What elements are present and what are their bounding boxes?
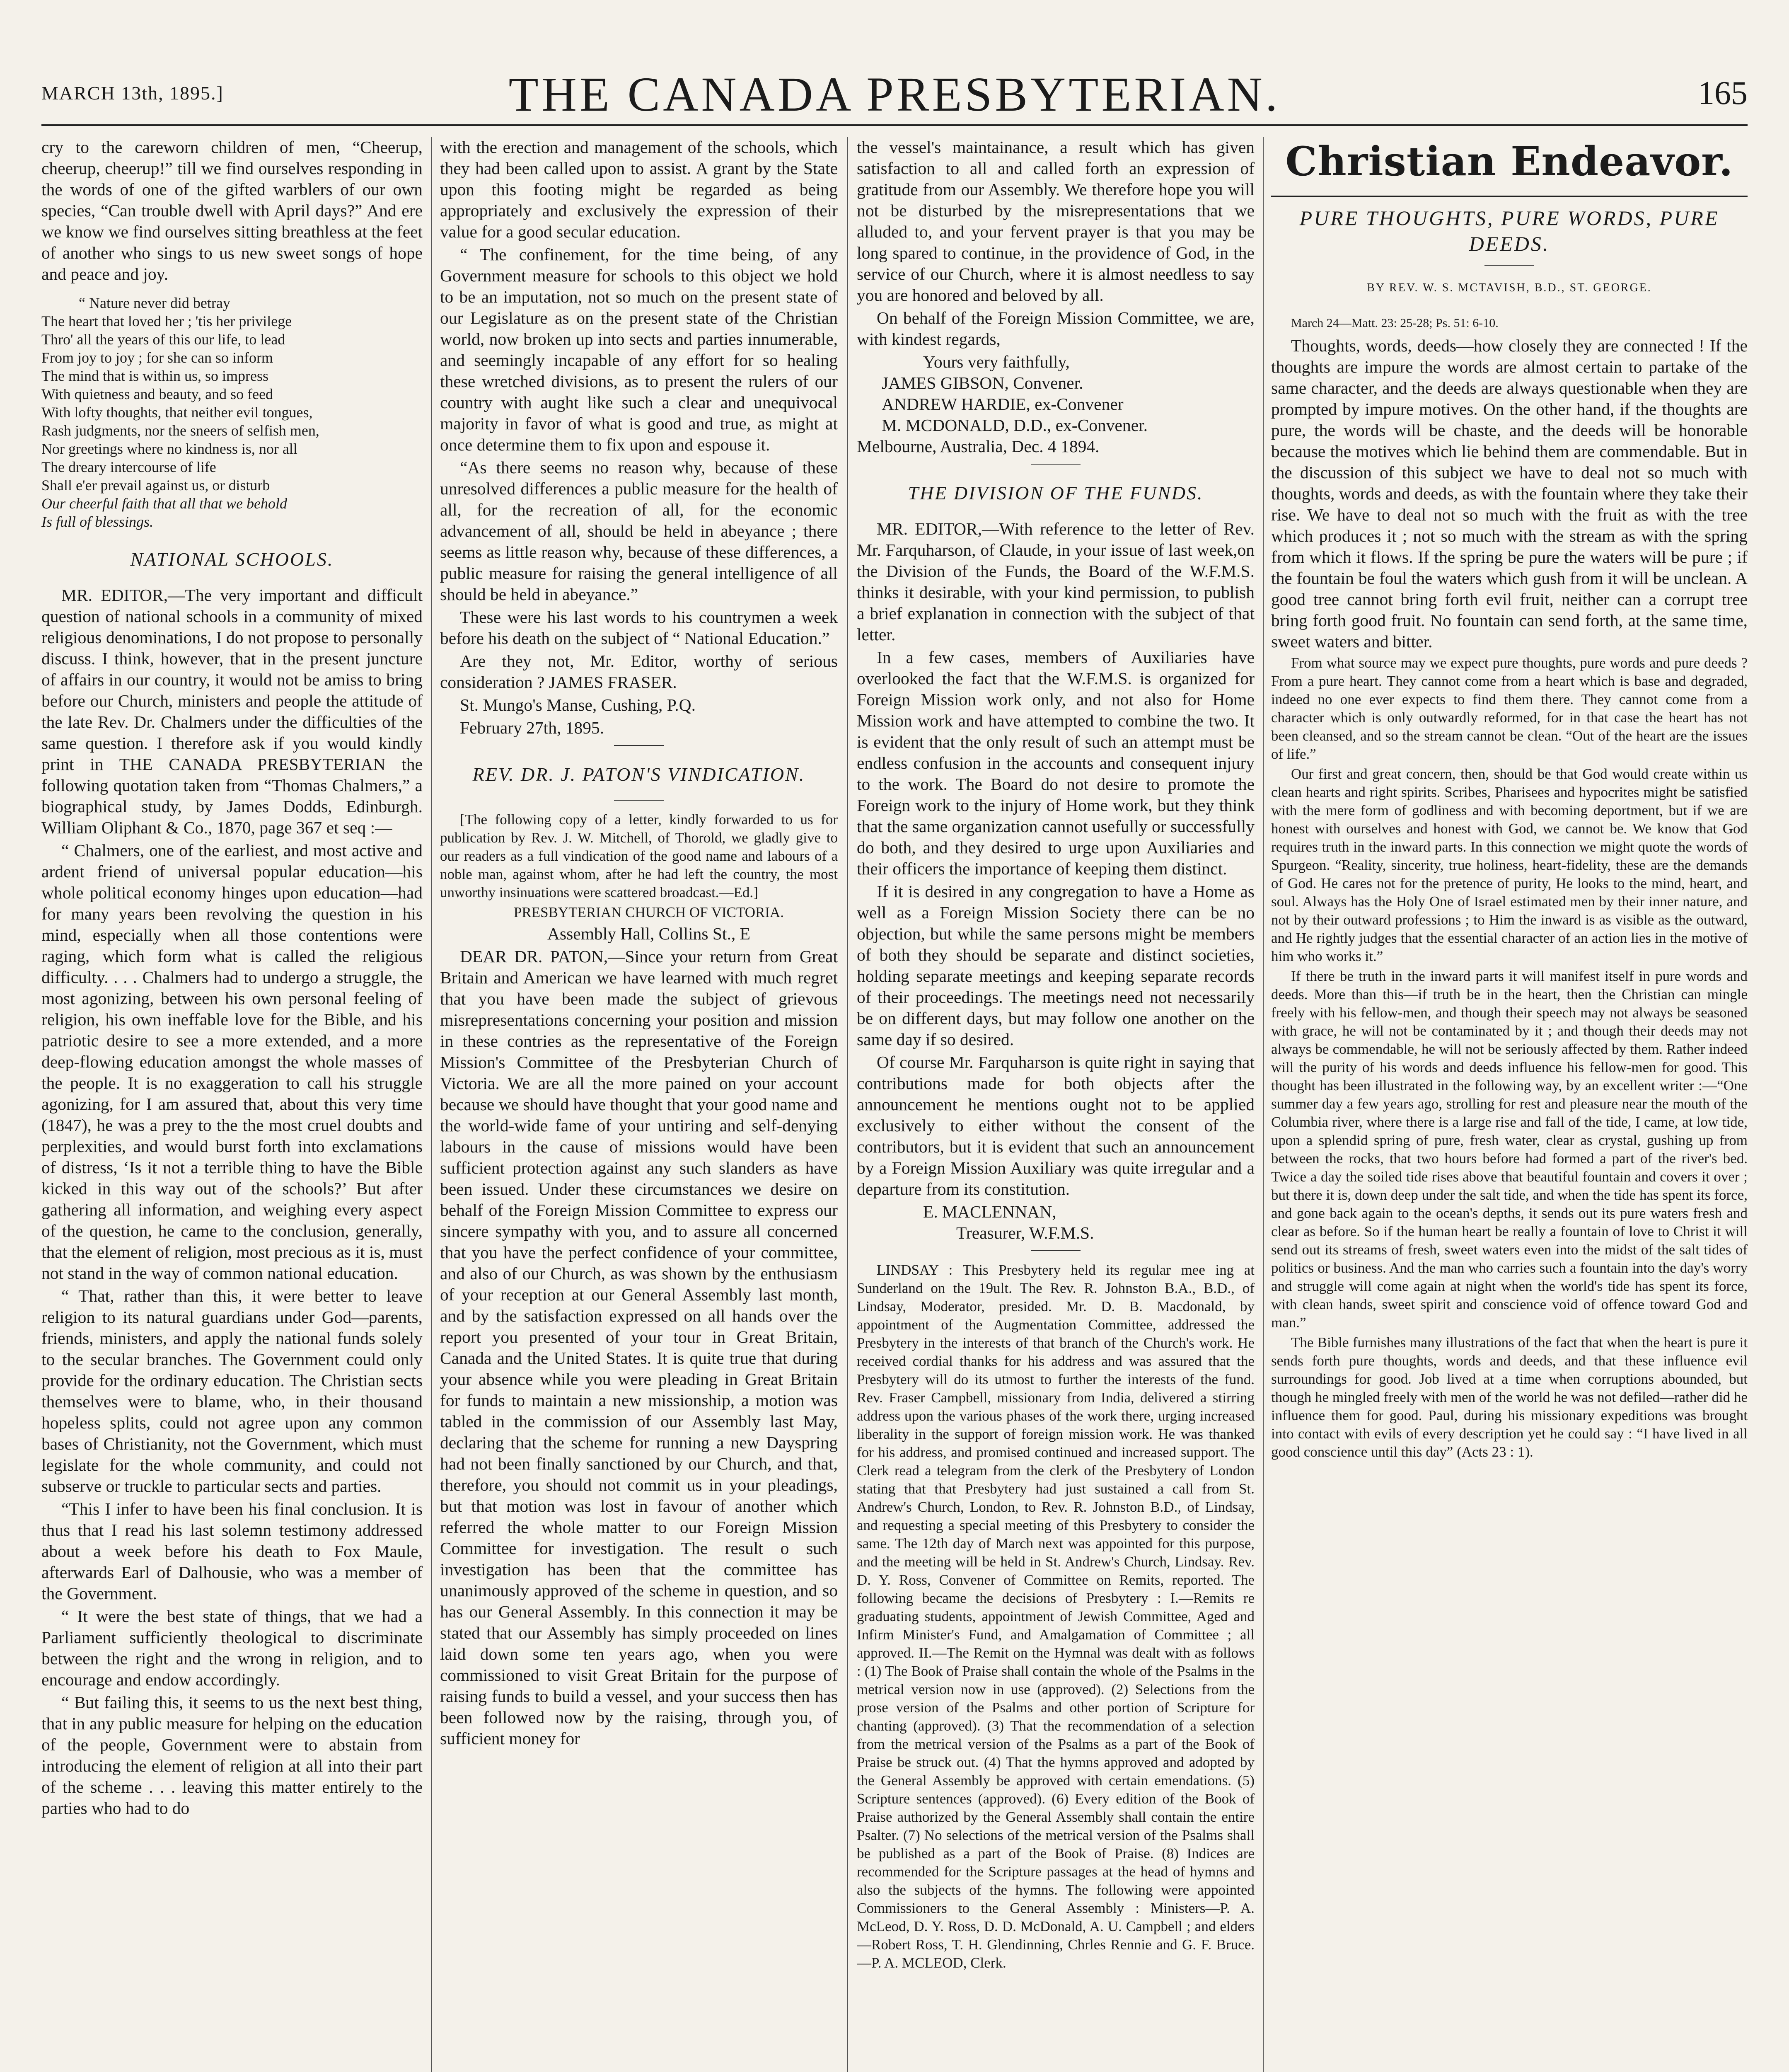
signature-line: M. MCDONALD, D.D., ex-Convener. [882,416,1148,435]
page-header [41,50,1748,124]
poem-line: Rash judgments, nor the sneers of selfish men, [41,422,319,439]
paragraph: Are they not, Mr. Editor, worthy of serious consideration ? JAMES FRASER. [440,651,838,692]
signature-line: Yours very faithfully, [923,352,1070,371]
divider [1031,1250,1081,1251]
paragraph: If there be truth in the inward parts it will manifest itself in pure words and deeds. More than this—if truth be in the heart, then the Christian can mingle freely with his fellow-men, and though their speech may not always be seasoned with grace, he will not be contaminated by it ; and though their deeds may not always be commendable, he will not be seriously affected by them. Rather indeed will the purity of his words and deeds influence his fellow-men for good. This thought has been illustrated in the following way, by an excellent writer :—“One summer day a few years ago, strolling for rest and pleasure near the mouth of the Columbia river, where there is a large rise and fall of the tide, I came, at low tide, upon a splendid spring of pure, fresh water, clear as crystal, gushing up from between the rocks, that two hours before had formed a part of the river's bed. Twice a day the soiled tide rises above that beautiful fountain and covers it over ; but there it is, down deep under the salt tide, and when the tide has spent its force, and gone back again to the ocean's depths, it sends out its pure waters fresh and clear as before. So if the human heart be really a fountain of love to Christ it will send out its streams of fresh, sweet waters even into the midst of the salt tides of politics or business. And the man who carries such a fountain into the day's worry and struggle will come again at night when the world's tide has spent its force, with clean hands, sweet spirit and conscience void of offence toward God and man.” [1271,968,1748,1331]
paragraph: The Bible furnishes many illustrations of the fact that when the heart is pure it sends forth pure thoughts, words and deeds, and that these influence evil surroundings for good. Job lived at a time when corruptions abounded, but though he mingled freely with men of the world he was not defiled—rather did he influence them for good. Paul, during his missionary expeditions was brought into contact with evils of every description yet he could say : “I have lived in all good conscience until this day” (Acts 23 : 1). [1271,1334,1748,1460]
paragraph: with the erection and management of the schools, which they had been called upon to assist. A grant by the State upon this footing might be regarded as being appropriately and exclusively the expression of their value for a good secular education. [440,138,838,241]
poem-line: Is full of blessings. [41,513,154,530]
poem-line: With lofty thoughts, that neither evil tongues, [41,404,313,421]
page-number: 165 [1698,75,1748,111]
signature-date: February 27th, 1895. [460,718,604,737]
divider [614,800,664,801]
paragraph: These were his last words to his countrymen a week before his death on the subject of “ National Education.” [440,608,838,648]
paragraph: the vessel's maintainance, a result which has given satisfaction to all and called forth an expression of gratitude from our Assembly. We therefore hope you will not be disturbed by the misrepresentations that we alluded to, and your fervent prayer is that you may be long spared to continue, in the providence of God, in the service of our Church, where it is almost needless to say you are honored and beloved by all. [857,138,1255,305]
presbytery-report: LINDSAY : This Presbytery held its regular mee ing at Sunderland on the 19ult. The Rev. R. Johnston B.A., B.D., of Lindsay, Moderator, presided. Mr. D. B. Macdonald, by appointment of the Augmentation Committee, addressed the Presbytery in the interests of that branch of the Church's work. He received cordial thanks for his address and was assured that the Presbytery will do its utmost to further the interests of the fund. Rev. Fraser Campbell, missionary from India, delivered a stirring address upon the various phases of the work there, urging increased liberality in the support of foreign mission work. He was thanked for his address, and promised continued and increased support. The Clerk read a telegram from the clerk of the Presbytery of London stating that that Presbytery had just sustained a call from St. Andrew's Church, London, to Rev. R. Johnston B.D., of Lindsay, and requesting a special meeting of this Presbytery to consider the same. The 12th day of March next was appointed for this purpose, and the meeting will be held in St. Andrew's Church, Lindsay. Rev. D. Y. Ross, Convener of Committee on Remits, reported. The following became the decisions of Presbytery : I.—Remits re graduating students, appointment of Jewish Committee, Aged and Infirm Minister's Fund, and Amalgamation of Committee ; all approved. II.—The Remit on the Hymnal was dealt with as follows : (1) The Book of Praise shall contain the whole of the Psalms in the metrical version now in use (approved). (2) Selections from the prose version of the Psalms and other portion of Scripture for chanting (approved). (3) That the recommendation of a selection from the metrical version of the Psalms as a part of the Book of Praise be struck out. (4) That the hymns approved and adopted by the General Assembly be approved with certain emendations. (5) Scripture sentences (approved). (6) Every edition of the Book of Praise authorized by the General Assembly shall contain the entire Psalter. (7) No selections of the metrical version of the Psalms shall be published as a part of the Book of Praise. (8) Indices are recommended for the Scripture passages at the head of hymns and also the subjects of the hymns. The following were appointed Commissioners to the General Assembly : Ministers—P. A. McLeod, D. Y. Ross, D. D. McDonald, A. U. Campbell ; and elders—Robert Ross, T. H. Glendinning, Chrles Rennie and G. F. Bruce.—P. A. MCLEOD, Clerk. [857,1262,1255,1971]
signature-block [857,351,1255,457]
column-4 [1271,137,1748,2072]
poem-line: Our cheerful faith that all that we behold [41,495,287,512]
poem-line: From joy to joy ; for she can so inform [41,349,273,366]
masthead-title: THE CANADA PRESBYTERIAN. [508,67,1281,121]
signature-line: ANDREW HARDIE, ex-Convener [882,395,1124,414]
paragraph: MR. EDITOR,—The very important and difficult question of national schools in a community of mixed religious denominations, I do not propose to personally discuss. I think, however, that in the present juncture of affairs in our country, it would not be amiss to bring before our Church, ministers and people the attitude of the late Rev. Dr. Chalmers under the difficulties of the same question. I therefore ask if you would kindly print in THE CANADA PRESBYTERIAN the following quotation taken from “Thomas Chalmers,” a biographical study, by James Dodds, Edinburgh. William Oliphant & Co., 1870, page 367 et seq :— [41,586,423,837]
paragraph: MR. EDITOR,—With reference to the letter of Rev. Mr. Farquharson, of Claude, in your issue of last week,on the Division of the Funds, the Board of the W.F.M.S. thinks it desirable, with your kind permission, to publish a brief explanation in connection with the subject of that letter. [857,519,1255,644]
column-divider [431,137,432,2072]
column-2 [440,137,838,2072]
divider [1031,464,1081,465]
signature-place: St. Mungo's Manse, Cushing, P.Q. [460,695,696,714]
article-byline: BY REV. W. S. MCTAVISH, B.D., ST. GEORGE. [1367,281,1652,294]
signature-line: JAMES GIBSON, Convener. [882,373,1083,392]
paragraph: “ The confinement, for the time being, of any Government measure for schools to this object we hold to be an imputation, not so much on the present state of our Legislature as on the present state of the Christian world, now broken up into sects and parties innumerable, and seemingly incapable of any effort for so healing these wretched divisions, as to present the rulers of our country with aught like such a clear and unequivocal majority in favor of what is good and true, as might at once determine them to fix upon and espouse it. [440,245,838,454]
paragraph: “As there seems no reason why, because of these unresolved differences a public measure for the health of all, for the recreation of all, for the economic advancement of all, should be held in abeyance ; there seems as little reason why, because of these differences, a public measure for raising the general intelligence of all should be held in abeyance.” [440,458,838,604]
paragraph: “This I infer to have been his final conclusion. It is thus that I read his last solemn testimony addressed about a week before his death to Fox Maule, afterwards Earl of Dalhousie, who was a member of the Government. [41,1499,423,1603]
poem-line: The heart that loved her ; 'tis her privilege [41,313,292,329]
editor-note: [The following copy of a letter, kindly forwarded to us for publication by Rev. J. W. Mitchell, of Thorold, we gladly give to our readers as a full vindication of the good name and labours of a noble man, against whom, after he had left the country, the most unworthy insinuations were scattered broadcast.—Ed.] [440,811,838,900]
letterhead-church: PRESBYTERIAN CHURCH OF VICTORIA. [513,904,784,920]
poem-line: Thro' all the years of this our life, to lead [41,331,285,348]
scripture-reference: March 24—Matt. 23: 25-28; Ps. 51: 6-10. [1291,316,1499,330]
paragraph: On behalf of the Foreign Mission Committee, we are, with kindest regards, [857,308,1255,349]
christian-endeavor-title: Christian Endeavor. [1285,138,1733,185]
poem-line: Nor greetings where no kindness is, nor all [41,441,297,457]
poem-line: The mind that is within us, so impress [41,368,268,384]
signature-line: E. MACLENNAN, [923,1202,1056,1221]
signature-line: Treasurer, W.F.M.S. [956,1223,1094,1242]
divider [1271,196,1748,197]
paragraph: “ But failing this, it seems to us the next best thing, that in any public measure for helping on the education of the people, Government were to abstain from introducing the element of religion at all into their part of the scheme . . . leaving this matter entirely to the parties who had to do [41,1693,423,1818]
paragraph: “ Chalmers, one of the earliest, and most active and ardent friend of universal popular education—his whole political economy hinges upon education—had for many years been revolving the question in his mind, especially when all those contentions were raging, which form what is called the religious difficulty. . . . Chalmers had to undergo a struggle, the most agonizing, between his own personal feeling of religion, his own ineffable love for the Bible, and his patriotic desire to see a more extended, and a more deep-flowing education amongst the whole masses of the people. It is no exaggeration to call his struggle agonizing, for I am assured that, about this very time (1847), he was a prey to the the most cruel doubts and perplexities, and would burst forth into exclamations of distress, ‘Is it not a terrible thing to have the Bible kicked in this way out of the schools?’ But after gathering all information, and weighing every aspect of the question, he came to the conclusion, generally, that the element of religion, most precious as it is, must not stand in the way of common national education. [41,841,423,1283]
paragraph: Of course Mr. Farquharson is quite right in saying that contributions made for both objects after the announcement he mentions ought not to be applied exclusively to either without the consent of the contributors, but it is evident that such an announcement by a Foreign Mission Auxiliary was quite irregular and a departure from its constitution. [857,1053,1255,1198]
poem-quotation [41,294,423,531]
paragraph: Thoughts, words, deeds—how closely they are connected ! If the thoughts are impure the words are almost certain to partake of the same character, and the deeds are always questionable when they are prompted by impure motives. On the other hand, if the thoughts are pure, the words will be chaste, and the deeds will be honorable because the motives which lie behind them are commendable. But in the discussion of this subject we have to deal not so much with thoughts, words and deeds, as with the fountain where they take their rise. We have to deal not so much with the fruit as with the tree which produces it ; not so much with the stream as with the spring from which it flows. If the spring be pure the waters will be pure ; if the fountain be foul the waters which gush from it will be unclean. A good tree cannot bring forth evil fruit, neither can a corrupt tree bring forth good fruit. No fountain can send forth, at the same time, sweet waters and bitter. [1271,336,1748,651]
paragraph: From what source may we expect pure thoughts, pure words and pure deeds ? From a pure heart. They cannot come from a heart which is base and degraded, indeed no one ever expects to find them there. They cannot come from a character which is only outwardly reformed, for in that case the heart has not been cleansed, and so the stream cannot be clean. “Out of the heart are the issues of life.” [1271,655,1748,762]
section-heading-division-of-funds: THE DIVISION OF THE FUNDS. [908,482,1204,503]
divider [1484,265,1534,266]
signature-line: Melbourne, Australia, Dec. 4 1894. [857,437,1100,456]
paragraph: “ That, rather than this, it were better to leave religion to its natural guardians under God—parents, friends, ministers, and apply the national funds solely to the secular branches. The Government could only provide for the ordinary education. The Christian sects themselves were to blame, who, in their thousand hopeless splits, could not agree upon any common bases of Christianity, not the Government, which must legislate for the whole community, and could not subserve or truckle to particular sects and parties. [41,1286,423,1496]
poem-line: Shall e'er prevail against us, or disturb [41,477,270,494]
letterhead-address: Assembly Hall, Collins St., E [547,924,750,943]
column-3 [857,137,1255,2072]
column-divider [1263,137,1264,2072]
article-subtitle: PURE THOUGHTS, PURE WORDS, PURE DEEDS. [1299,206,1719,255]
paragraph: In a few cases, members of Auxiliaries have overlooked the fact that the W.F.M.S. is organized for Foreign Mission work only, and not also for Home Mission work and have attempted to combine the two. It is evident that the only result of such an attempt must be endless confusion in the accounts and consequent injury to the work. The Board do not desire to promote the Foreign work to the injury of Home work, but they think that the same organization cannot usefully or successfully do both, and they desired to urge upon Auxiliaries and their officers the importance of keeping them distinct. [857,648,1255,878]
poem-line: The dreary intercourse of life [41,459,216,475]
section-heading-paton: REV. DR. J. PATON'S VINDICATION. [472,764,805,785]
divider [614,745,664,746]
poem-line: With quietness and beauty, and so feed [41,386,273,402]
section-heading-national-schools: NATIONAL SCHOOLS. [130,549,334,570]
column-1 [41,137,423,2072]
paragraph: “ It were the best state of things, that we had a Parliament sufficiently theological to discriminate between the right and the wrong in religion, and to encourage and endow accordingly. [41,1607,423,1689]
paragraph: DEAR DR. PATON,—Since your return from Great Britain and American we have learned with much regret that you have been made the subject of grievous misrepresentations concerning your position and mission in these contries as the representative of the Foreign Mission's Committee of the Presbyterian Church of Victoria. We are all the more pained on your account because we should have thought that your good name and the world-wide fame of your untiring and self-denying labours in the cause of missions would have been sufficient protection against any such slanders as have been issued. Under these circumstances we desire on behalf of the Foreign Mission Committee to express our sincere sympathy with you, and to assure all concerned that you have the perfect confidence of your committee, and also of our Church, as was shown by the enthusiasm of your reception at our General Assembly last month, and by the satisfaction expressed on all hands over the report you presented of your tour in Great Britain, Canada and the United States. It is quite true that during your absence while you were pleading in Great Britain for funds to maintain a new missionship, a motion was tabled in the commission of our Assembly last May, declaring that the scheme for running a new Dayspring had not been finally sanctioned by our Church, and that, therefore, you should not commit us in your pleadings, but that motion was lost in favour of another which referred the whole matter to our Foreign Mission Committee for investigation. The result o such investigation has been that the committee has unanimously approved of the scheme in question, and so has our General Assembly. In this connection it may be stated that our Assembly has simply proceeded on lines laid down some ten years ago, when you were commissioned to visit Great Britain for the purpose of raising funds to build a vessel, and your success then has been followed now by the raising, through you, of sufficient money for [440,947,838,1748]
column-divider [847,137,848,2072]
issue-date: MARCH 13th, 1895.] [41,82,224,104]
poem-line: “ Nature never did betray [79,295,230,311]
header-rule [41,124,1748,126]
paragraph: If it is desired in any congregation to have a Home as well as a Foreign Mission Society there can be no objection, but while the same persons might be members of both they should be separate and distinct societies, holding separate meetings and keeping separate records of their proceedings. The meetings need not necessarily be on different days, but may follow one another on the same day if so desired. [857,882,1255,1049]
signature-block [857,1201,1255,1244]
paragraph: Our first and great concern, then, should be that God would create within us clean hearts and right spirits. Scribes, Pharisees and hypocrites might be satisfied with the mere form of godliness and with becoming deportment, but if we are honest with ourselves and honest with God, we cannot be. We know that God requires truth in the inward parts. In this connection we might quote the words of Spurgeon. “Reality, sincerity, true holiness, heart-fidelity, these are the demands of God. He cares not for the pretence of purity, He looks to the mind, heart, and soul. Always has the Holy One of Israel estimated men by their inner nature, and not by their outward professions ; to Him the inward is as visible as the outward, and He rightly judges that the essential character of an action lies in the motive of him who works it.” [1271,766,1748,964]
paragraph: cry to the careworn children of men, “Cheerup, cheerup, cheerup!” till we find ourselves responding in the words of one of the gifted warblers of our own species, “Can trouble dwell with April days?” And ere we know we find ourselves sitting breathless at the feet of another who sings to us new sweet songs of hope and peace and joy. [41,138,423,283]
